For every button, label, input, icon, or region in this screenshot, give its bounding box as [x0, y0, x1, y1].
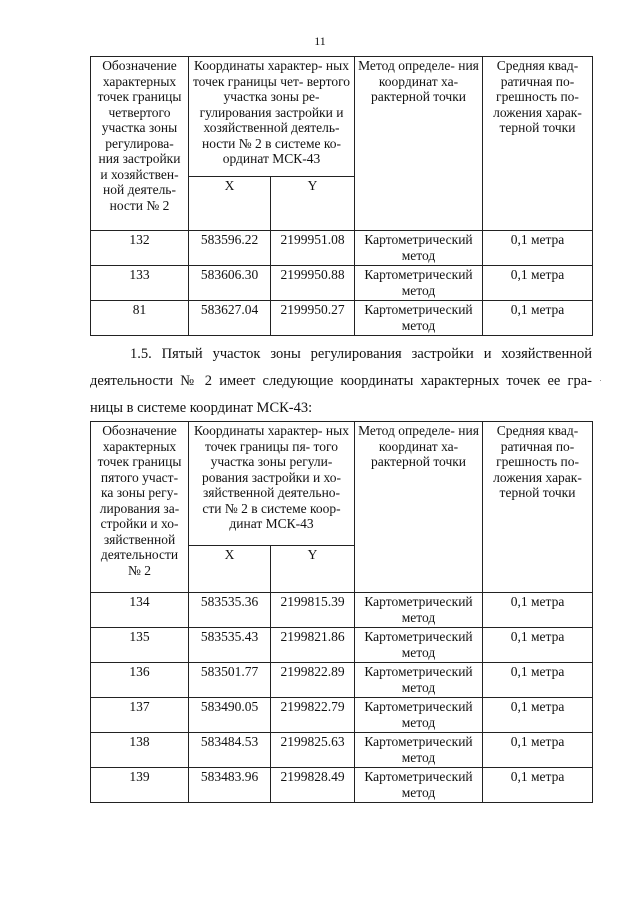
method-cell: Картометрический метод	[355, 266, 483, 301]
method-cell: Картометрический метод	[355, 768, 483, 803]
method-cell: Картометрический метод	[355, 698, 483, 733]
y-coordinate-cell: 2199828.49	[271, 768, 355, 803]
x-coordinate-cell: 583606.30	[189, 266, 271, 301]
error-cell: 0,1 метра	[483, 301, 593, 336]
x-coordinate-cell: 583596.22	[189, 231, 271, 266]
x-coordinate-cell: 583627.04	[189, 301, 271, 336]
table-row	[91, 266, 593, 301]
table-row	[91, 301, 593, 336]
table-row	[91, 593, 593, 628]
header-x: X	[189, 177, 271, 231]
method-cell: Картометрический метод	[355, 231, 483, 266]
x-coordinate-cell: 583535.43	[189, 628, 271, 663]
table-row	[91, 628, 593, 663]
margin-mark	[600, 380, 601, 381]
header-point-designation: Обозначение характерных точек границы четвертого участка зоны регулирова- ния застройки и хозяйствен- ной деятель- ности № 2	[91, 57, 189, 231]
table-row	[91, 698, 593, 733]
table-row	[91, 733, 593, 768]
y-coordinate-cell: 2199951.08	[271, 231, 355, 266]
x-coordinate-cell: 583490.05	[189, 698, 271, 733]
method-cell: Картометрический метод	[355, 628, 483, 663]
table-row	[91, 231, 593, 266]
header-mean-square-error: Средняя квад- ратичная по- грешность по- ложения харак- терной точки	[483, 422, 593, 593]
table-row	[91, 768, 593, 803]
error-cell: 0,1 метра	[483, 733, 593, 768]
method-cell: Картометрический метод	[355, 593, 483, 628]
header-coordinates: Координаты характер- ных точек границы пя- того участка зоны регули- рования застройки и хо- зяйственной деятельно- сти № 2 в системе коор- динат МСК-43	[189, 422, 355, 546]
error-cell: 0,1 метра	[483, 231, 593, 266]
y-coordinate-cell: 2199950.88	[271, 266, 355, 301]
method-cell: Картометрический метод	[355, 301, 483, 336]
error-cell: 0,1 метра	[483, 663, 593, 698]
header-x: X	[189, 546, 271, 593]
point-number-cell: 135	[91, 628, 189, 663]
point-number-cell: 132	[91, 231, 189, 266]
point-number-cell: 133	[91, 266, 189, 301]
point-number-cell: 137	[91, 698, 189, 733]
header-method: Метод определе- ния координат ха- рактерной точки	[355, 422, 483, 593]
paragraph-section-1-5: 1.5. Пятый участок зоны регулирования застройки и хозяйственной деятельности № 2 имеет следующие координаты характерных точек ее гра- ницы в системе координат МСК-43:	[90, 346, 592, 416]
method-cell: Картометрический метод	[355, 663, 483, 698]
header-coordinates: Координаты характер- ных точек границы чет- вертого участка зоны ре- гулирования застройки и хозяйственной деятель- ности № 2 в системе ко- ординат МСК-43	[189, 57, 355, 177]
header-method: Метод определе- ния координат ха- рактерной точки	[355, 57, 483, 231]
x-coordinate-cell: 583535.36	[189, 593, 271, 628]
point-number-cell: 134	[91, 593, 189, 628]
point-number-cell: 138	[91, 733, 189, 768]
error-cell: 0,1 метра	[483, 266, 593, 301]
y-coordinate-cell: 2199822.89	[271, 663, 355, 698]
y-coordinate-cell: 2199950.27	[271, 301, 355, 336]
coordinates-table-section-4	[90, 56, 593, 336]
page-number: 11	[314, 34, 326, 48]
x-coordinate-cell: 583501.77	[189, 663, 271, 698]
coordinates-table-section-5	[90, 421, 593, 803]
error-cell: 0,1 метра	[483, 698, 593, 733]
header-mean-square-error: Средняя квад- ратичная по- грешность по- ложения харак- терной точки	[483, 57, 593, 231]
x-coordinate-cell: 583483.96	[189, 768, 271, 803]
y-coordinate-cell: 2199815.39	[271, 593, 355, 628]
x-coordinate-cell: 583484.53	[189, 733, 271, 768]
method-cell: Картометрический метод	[355, 733, 483, 768]
header-y: Y	[271, 177, 355, 231]
error-cell: 0,1 метра	[483, 628, 593, 663]
header-y: Y	[271, 546, 355, 593]
point-number-cell: 136	[91, 663, 189, 698]
header-point-designation: Обозначение характерных точек границы пятого участ- ка зоны регу- лирования за- стройки и хо- зяйственной деятельности № 2	[91, 422, 189, 593]
y-coordinate-cell: 2199825.63	[271, 733, 355, 768]
y-coordinate-cell: 2199822.79	[271, 698, 355, 733]
error-cell: 0,1 метра	[483, 768, 593, 803]
point-number-cell: 139	[91, 768, 189, 803]
y-coordinate-cell: 2199821.86	[271, 628, 355, 663]
error-cell: 0,1 метра	[483, 593, 593, 628]
point-number-cell: 81	[91, 301, 189, 336]
table-row	[91, 663, 593, 698]
